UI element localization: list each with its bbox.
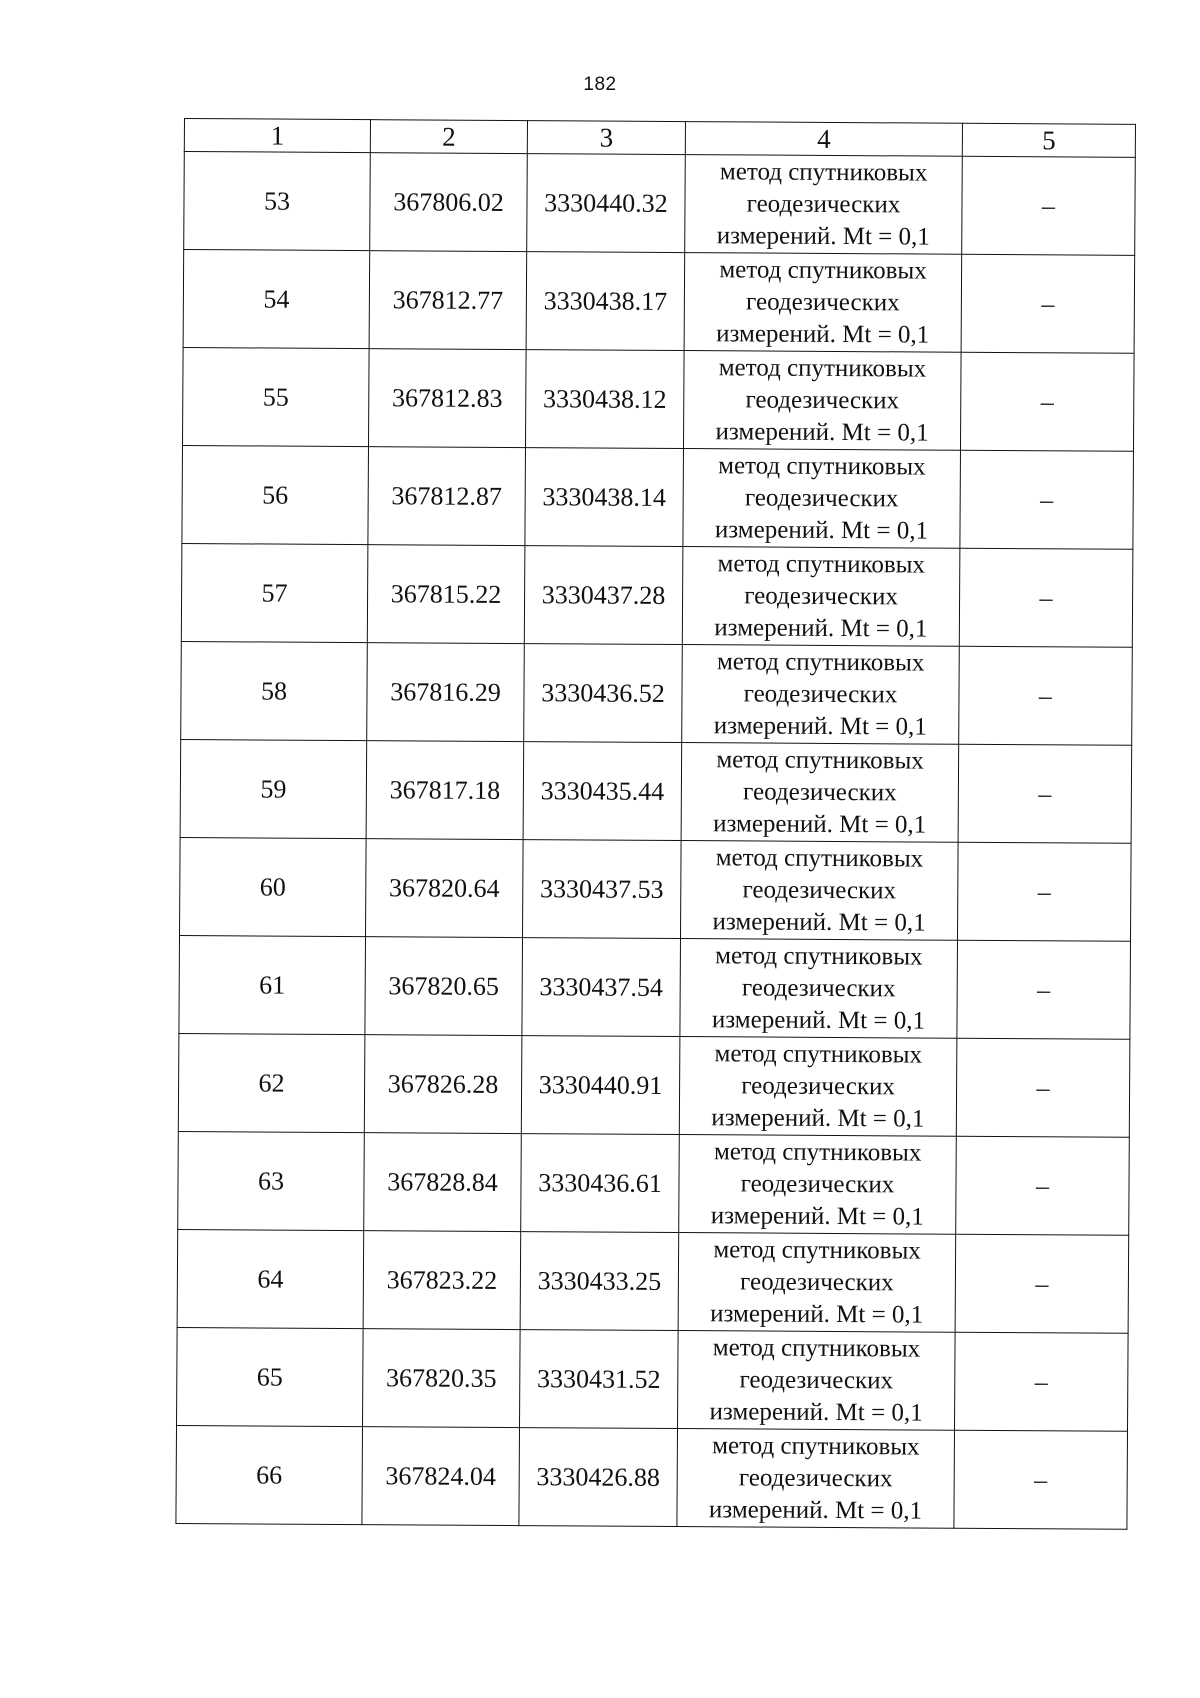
y-coordinate-cell: 3330436.52 (524, 644, 683, 743)
y-coordinate-cell: 3330436.61 (521, 1134, 680, 1233)
note-cell: – (961, 254, 1135, 353)
column-header-2: 2 (370, 120, 527, 154)
table-row (178, 1131, 1130, 1235)
coordinates-table (175, 118, 1136, 1530)
note-cell: – (954, 1332, 1128, 1431)
point-number-cell: 63 (178, 1131, 365, 1230)
method-cell (680, 939, 958, 1039)
method-line: измерений. Mt = 0,1 (714, 515, 929, 545)
method-line: метод спутниковых (719, 157, 928, 187)
table-row (177, 1229, 1129, 1333)
method-cell (681, 743, 959, 843)
point-number-cell: 55 (182, 347, 369, 446)
y-coordinate-cell: 3330433.25 (520, 1232, 679, 1331)
x-coordinate-cell: 367812.77 (369, 251, 527, 350)
point-number-cell: 54 (183, 250, 370, 349)
table-row (177, 1327, 1129, 1431)
method-line: метод спутниковых (712, 1333, 921, 1363)
method-line: измерений. Mt = 0,1 (711, 1005, 926, 1035)
point-number-cell: 65 (177, 1327, 364, 1426)
method-line: метод спутниковых (716, 745, 924, 775)
y-coordinate-cell: 3330437.28 (524, 546, 683, 645)
method-cell (679, 1135, 957, 1235)
y-coordinate-cell: 3330437.53 (522, 840, 681, 939)
method-line: метод спутниковых (714, 1039, 923, 1069)
method-line: метод спутниковых (712, 1431, 920, 1461)
note-cell: – (956, 1038, 1130, 1137)
page-number: 182 (583, 74, 617, 95)
method-cell (682, 547, 960, 647)
method-line: измерений. Mt = 0,1 (716, 319, 930, 349)
point-number-cell: 57 (181, 543, 368, 642)
method-line: измерений. Mt = 0,1 (710, 1201, 924, 1231)
method-line: метод спутниковых (718, 353, 927, 383)
method-line: геодезических (741, 1071, 895, 1100)
point-number-cell: 61 (179, 935, 366, 1034)
method-line: геодезических (743, 777, 897, 806)
note-cell: – (955, 1234, 1129, 1333)
method-cell (682, 645, 960, 745)
table-row (181, 543, 1133, 647)
x-coordinate-cell: 367824.04 (362, 1427, 520, 1526)
table-row (182, 445, 1134, 549)
table-row (180, 837, 1132, 941)
method-cell (683, 351, 961, 451)
note-cell: – (959, 646, 1133, 745)
method-line: геодезических (740, 1169, 895, 1198)
method-line: геодезических (744, 483, 899, 512)
y-coordinate-cell: 3330431.52 (520, 1330, 679, 1429)
column-header-1: 1 (184, 119, 370, 153)
point-number-cell: 60 (180, 837, 367, 936)
method-cell (680, 841, 958, 941)
method-cell (685, 155, 963, 255)
method-cell (679, 1037, 957, 1137)
table-body (176, 152, 1135, 1530)
method-line: измерений. Mt = 0,1 (710, 1299, 924, 1329)
note-cell: – (957, 940, 1131, 1039)
method-cell (678, 1233, 956, 1333)
method-line: метод спутниковых (717, 549, 926, 579)
method-line: измерений. Mt = 0,1 (708, 1495, 923, 1525)
y-coordinate-cell: 3330438.14 (525, 448, 684, 547)
x-coordinate-cell: 367823.22 (363, 1231, 521, 1330)
x-coordinate-cell: 367812.87 (368, 447, 526, 546)
table-row (184, 152, 1136, 256)
y-coordinate-cell: 3330426.88 (519, 1428, 678, 1527)
method-line: метод спутниковых (715, 941, 923, 971)
note-cell: – (956, 1136, 1130, 1235)
point-number-cell: 62 (178, 1033, 365, 1132)
x-coordinate-cell: 367820.64 (366, 839, 524, 938)
table-row (176, 1425, 1128, 1529)
method-line: измерений. Mt = 0,1 (709, 1397, 923, 1427)
y-coordinate-cell: 3330438.17 (526, 252, 685, 351)
method-line: измерений. Mt = 0,1 (713, 711, 927, 741)
x-coordinate-cell: 367820.65 (365, 937, 523, 1036)
method-line: метод спутниковых (713, 1235, 921, 1265)
method-cell (684, 253, 962, 353)
method-line: измерений. Mt = 0,1 (712, 907, 926, 937)
point-number-cell: 64 (177, 1229, 364, 1328)
method-line: измерений. Mt = 0,1 (716, 221, 930, 251)
table-row (183, 250, 1135, 354)
point-number-cell: 58 (181, 641, 368, 740)
y-coordinate-cell: 3330435.44 (523, 742, 682, 841)
column-header-4: 4 (685, 122, 962, 157)
method-line: геодезических (744, 581, 898, 610)
note-cell: – (962, 156, 1136, 255)
method-line: геодезических (739, 1365, 894, 1394)
method-line: измерений. Mt = 0,1 (715, 417, 929, 447)
method-line: геодезических (746, 287, 900, 316)
table-row (180, 739, 1132, 843)
method-cell (677, 1429, 955, 1529)
note-cell: – (958, 744, 1132, 843)
method-line: метод спутниковых (713, 1137, 922, 1167)
y-coordinate-cell: 3330437.54 (522, 938, 681, 1037)
method-line: метод спутниковых (716, 647, 925, 677)
method-line: измерений. Mt = 0,1 (714, 613, 928, 643)
point-number-cell: 56 (182, 445, 369, 544)
method-line: измерений. Mt = 0,1 (713, 809, 927, 839)
method-line: метод спутниковых (718, 451, 926, 481)
table-row (182, 347, 1134, 451)
note-cell: – (960, 352, 1134, 451)
table-row (179, 935, 1131, 1039)
method-line: геодезических (746, 189, 901, 218)
method-line: метод спутниковых (719, 255, 927, 285)
x-coordinate-cell: 367806.02 (370, 153, 528, 252)
method-line: геодезических (740, 1267, 894, 1296)
point-number-cell: 66 (176, 1425, 363, 1524)
point-number-cell: 59 (180, 739, 367, 838)
method-cell (678, 1331, 956, 1431)
method-line: метод спутниковых (715, 843, 924, 873)
method-line: геодезических (738, 1463, 893, 1492)
table-row (178, 1033, 1130, 1137)
x-coordinate-cell: 367816.29 (367, 643, 525, 742)
method-line: геодезических (741, 973, 896, 1002)
method-line: геодезических (742, 875, 897, 904)
y-coordinate-cell: 3330438.12 (525, 350, 684, 449)
x-coordinate-cell: 367815.22 (367, 545, 525, 644)
note-cell: – (957, 842, 1131, 941)
column-header-3: 3 (527, 121, 685, 155)
x-coordinate-cell: 367820.35 (363, 1329, 521, 1428)
method-line: измерений. Mt = 0,1 (711, 1103, 925, 1133)
point-number-cell: 53 (184, 152, 371, 251)
x-coordinate-cell: 367828.84 (364, 1133, 522, 1232)
note-cell: – (959, 548, 1133, 647)
method-line: геодезических (743, 679, 898, 708)
x-coordinate-cell: 367826.28 (364, 1035, 522, 1134)
x-coordinate-cell: 367817.18 (366, 741, 524, 840)
x-coordinate-cell: 367812.83 (368, 349, 526, 448)
y-coordinate-cell: 3330440.32 (527, 154, 686, 253)
y-coordinate-cell: 3330440.91 (521, 1036, 680, 1135)
note-cell: – (960, 450, 1134, 549)
note-cell: – (954, 1430, 1128, 1529)
method-line: геодезических (745, 385, 900, 414)
table-row (181, 641, 1133, 745)
method-cell (683, 449, 961, 549)
column-header-5: 5 (962, 123, 1135, 157)
